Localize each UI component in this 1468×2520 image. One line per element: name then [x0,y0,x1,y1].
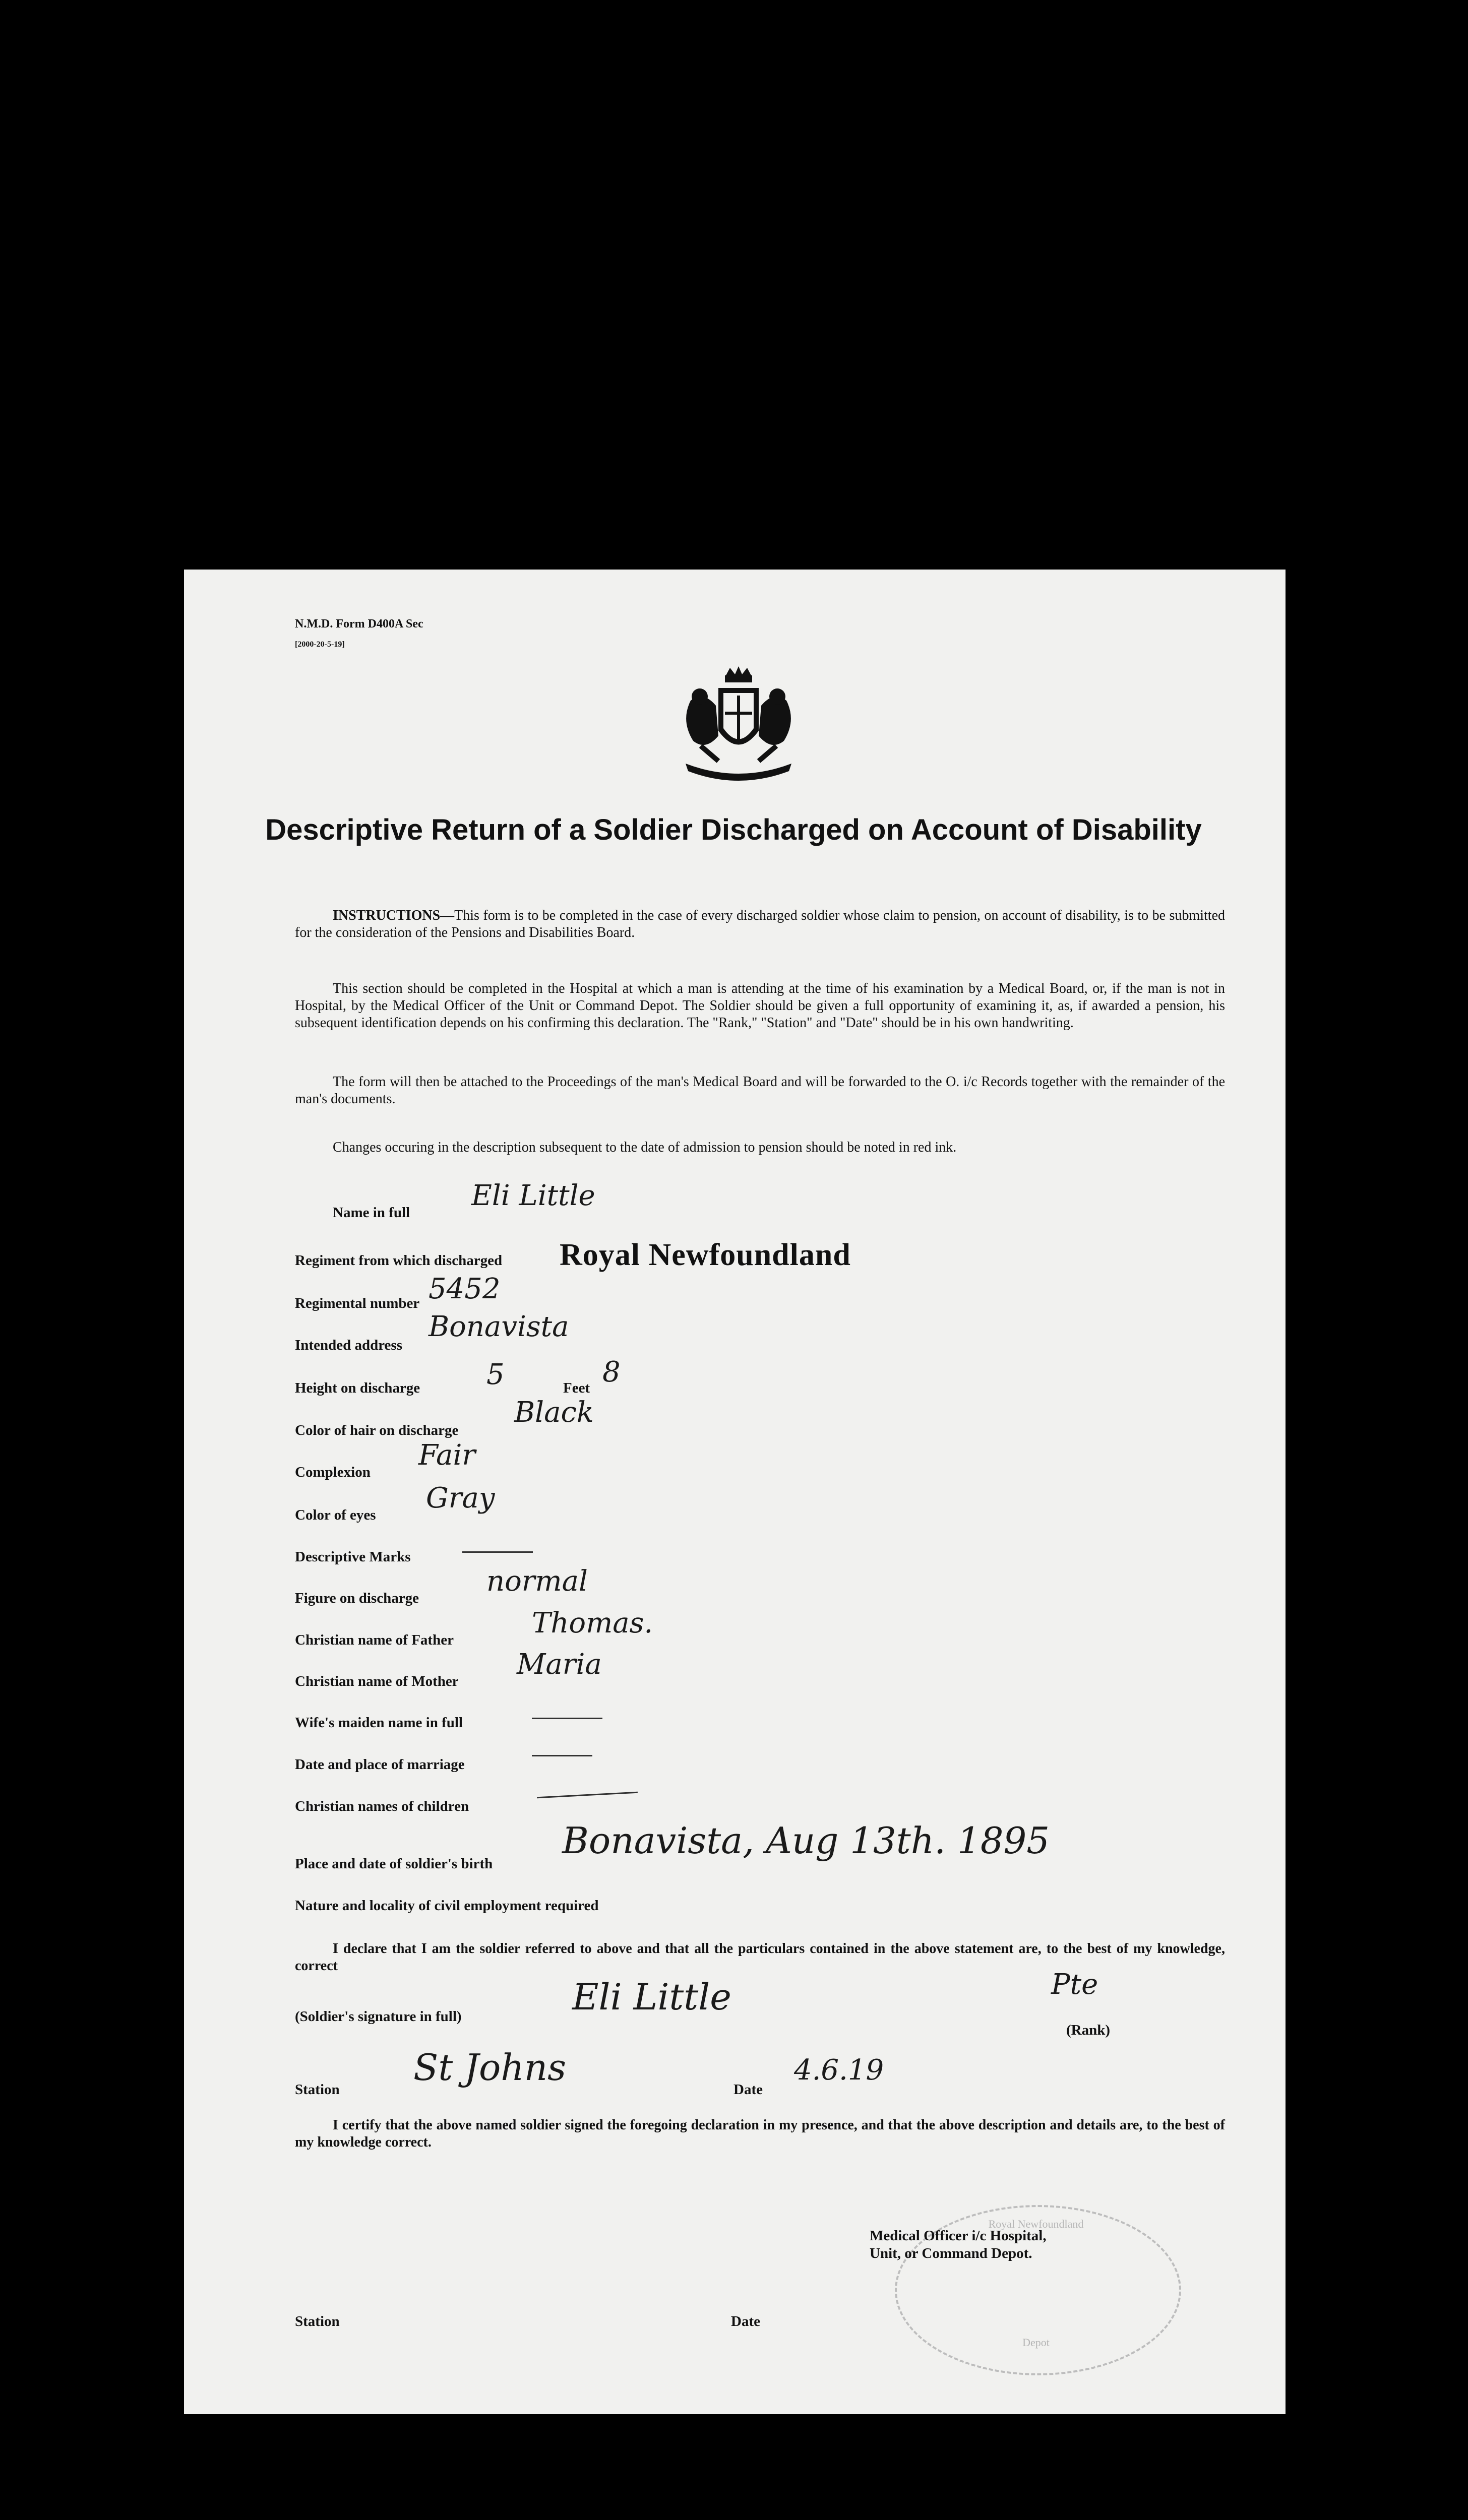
form-code: [2000-20-5-19] [295,640,345,649]
instructions-lead: INSTRUCTIONS— [333,908,455,923]
declaration-text: I declare that I am the soldier referred to above and that all the particulars contained in the above statement are, to the best of my knowledge, correct [295,1941,1225,1974]
children-label: Christian names of children [295,1798,469,1814]
stamp-text-bottom: Depot [1022,2336,1050,2349]
hair-label: Color of hair on discharge [295,1422,459,1438]
station-label: Station [295,2082,340,2098]
date-value: 4.6.19 [794,2054,884,2087]
address-value: Bonavista [429,1310,569,1343]
marks-blank-dash [462,1551,533,1553]
figure-value: normal [486,1565,588,1598]
marriage-label: Date and place of marriage [295,1756,465,1773]
officer-station-label: Station [295,2313,340,2329]
form-number: N.M.D. Form D400A Sec [295,617,423,631]
height-label: Height on discharge [295,1380,420,1396]
command-depot-label: Unit, or Command Depot. [870,2245,1032,2261]
changes-paragraph: Changes occuring in the description subsequent to the date of admission to pension should be noted in red ink. [333,1140,957,1155]
marks-label: Descriptive Marks [295,1549,411,1565]
eyes-label: Color of eyes [295,1507,376,1523]
discharge-form-page [184,570,1286,2414]
regiment-label: Regiment from which discharged [295,1252,503,1269]
wife-blank-dash [532,1718,602,1719]
soldier-signature: Eli Little [572,1976,731,2018]
height-feet-value: 5 [486,1358,505,1391]
father-value: Thomas. [532,1607,653,1640]
complexion-value: Fair [418,1439,476,1472]
completion-paragraph: This section should be completed in the Hospital at which a man is attending at the time of his examination by a Medical Board, or, if the man is not in Hospital, by the Medical Officer of the Unit or Command Depot. The Soldier should be given a full opportunity of examining it, as, if awarded a pension, his subsequent identification depends on his confirming this declaration. The "Rank," "Station" and "Date" should be in his own handwriting. [295,981,1225,1031]
hair-value: Black [514,1396,594,1429]
feet-label: Feet [563,1380,590,1396]
figure-label: Figure on discharge [295,1590,419,1606]
instructions-paragraph [295,907,1225,941]
officer-date-label: Date [731,2313,760,2329]
rank-label: (Rank) [1066,2022,1111,2038]
birth-value: Bonavista, Aug 13th. 1895 [562,1819,1050,1862]
eyes-value: Gray [426,1482,495,1515]
complexion-label: Complexion [295,1464,371,1480]
form-title: Descriptive Return of a Soldier Discharged on Account of Disability [265,813,1202,846]
certification-text: I certify that the above named soldier signed the foregoing declaration in my presence, and that the above description and details are, to the best of my knowledge correct. [295,2117,1225,2150]
regimental-number-value: 5452 [429,1273,501,1305]
signature-label: (Soldier's signature in full) [295,2008,462,2025]
name-label: Name in full [333,1205,410,1221]
wife-label: Wife's maiden name in full [295,1715,463,1731]
name-value: Eli Little [471,1179,595,1212]
royal-coat-of-arms-icon [670,665,807,791]
regiment-value: Royal Newfoundland [560,1238,851,1272]
instructions-text: This form is to be completed in the case of every discharged soldier whose claim to pension, on account of disability, is to be submitted for the consideration of the Pensions and Disabilities Board. [295,908,1225,940]
father-label: Christian name of Father [295,1632,454,1648]
date-label: Date [733,2082,763,2098]
address-label: Intended address [295,1337,402,1353]
mother-value: Maria [517,1648,602,1681]
stamp-text-top: Royal Newfoundland [988,2218,1084,2230]
marriage-blank-dash [532,1755,592,1756]
attachment-paragraph: The form will then be attached to the Proceedings of the man's Medical Board and will be forwarded to the O. i/c Records together with the remainder of the man's documents. [295,1074,1225,1107]
regimental-number-label: Regimental number [295,1295,420,1311]
medical-officer-label: Medical Officer i/c Hospital, [870,2228,1047,2244]
station-value: St Johns [413,2046,567,2089]
rank-value: Pte [1051,1968,1098,2001]
civil-employment-label: Nature and locality of civil employment required [295,1898,599,1914]
mother-label: Christian name of Mother [295,1673,459,1689]
height-inches-value: 8 [602,1356,621,1389]
children-blank-dash [537,1792,638,1798]
birth-label: Place and date of soldier's birth [295,1856,493,1872]
